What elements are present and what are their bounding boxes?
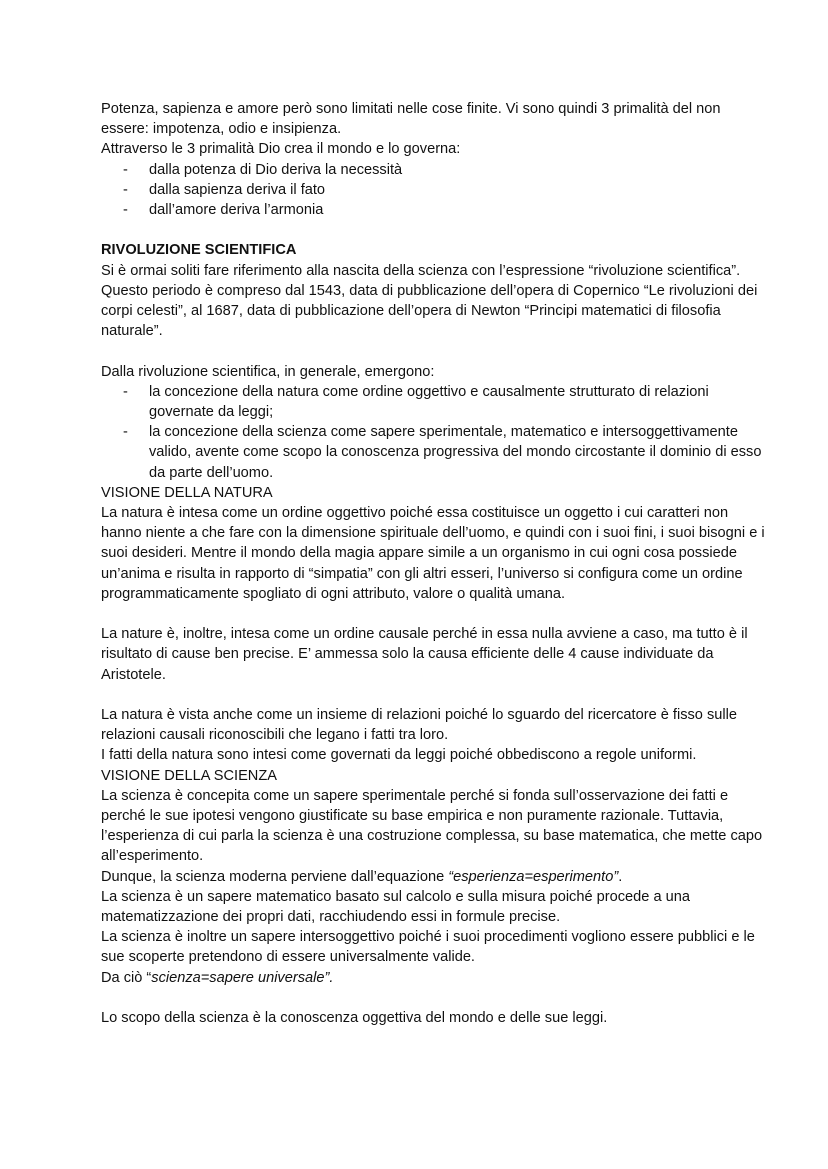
paragraph: La scienza è concepita come un sapere sperimentale perché si fonda sull’osservazione dei fatti e perché le sue ipotesi vengono giustificate su base empirica e non puramente razionale. Tuttavia, l’esperienza di cui parla la scienza è una costruzione complessa, su base matematica, che mette capo all’esperimento.: [101, 787, 763, 865]
paragraph: [101, 968, 768, 988]
text: Da ciò “: [101, 969, 152, 986]
section-heading-scienza: VISIONE DELLA SCIENZA: [101, 767, 277, 784]
text: .: [618, 868, 623, 885]
section-heading-rivoluzione: RIVOLUZIONE SCIENTIFICA: [101, 242, 297, 259]
section-heading-natura: VISIONE DELLA NATURA: [101, 484, 273, 501]
equation-text: “esperienza=esperimento”: [448, 868, 619, 885]
paragraph: La scienza è inoltre un sapere intersoggettivo poiché i suoi procedimenti vogliono essere pubblici e le sue scoperte pretendono di essere universalmente valide.: [101, 929, 755, 966]
paragraph: La natura è vista anche come un insieme di relazioni poiché lo sguardo del ricercatore è fisso sulle relazioni causali riconoscibili che legano i fatti tra loro.: [101, 707, 737, 744]
paragraph: La scienza è un sapere matematico basato sul calcolo e sulla misura poiché procede a una matematizzazione dei propri dati, racchiudendo essi in formule precise.: [101, 888, 690, 926]
paragraph: La nature è, inoltre, intesa come un ordine causale perché in essa nulla avviene a caso, ma tutto è il risultato di cause ben precise. E’ ammessa solo la causa efficiente delle 4 cause individuate da Aristotele.: [101, 626, 748, 683]
paragraph: Dalla rivoluzione scientifica, in generale, emergono:: [101, 363, 435, 380]
list-item: - dalla sapienza deriva il fato: [101, 180, 768, 200]
emergono-list: [101, 382, 768, 483]
equation-text: scienza=sapere universale”.: [151, 969, 334, 986]
list-item: - la concezione della scienza come sapere sperimentale, matematico e intersoggettivamente valido, avente come scopo la conoscenza progressiva del mondo circostante il dominio di esso da parte dell’uomo.: [101, 422, 768, 483]
paragraph: Potenza, sapienza e amore però sono limitati nelle cose finite. Vi sono quindi 3 primalità del non essere: impotenza, odio e insipienza.: [101, 101, 721, 138]
list-item: - dalla potenza di Dio deriva la necessità: [101, 160, 768, 180]
text: Dunque, la scienza moderna perviene dall’equazione: [101, 868, 449, 885]
paragraph: Attraverso le 3 primalità Dio crea il mondo e lo governa:: [101, 141, 461, 158]
paragraph: Lo scopo della scienza è la conoscenza oggettiva del mondo e delle sue leggi.: [101, 1010, 608, 1027]
list-item: - dall’amore deriva l’armonia: [101, 200, 768, 220]
paragraph: Si è ormai soliti fare riferimento alla nascita della scienza con l’espressione “rivoluzione scientifica”. Questo periodo è compreso dal 1543, data di pubblicazione dell’opera di Copernico “Le rivoluzioni dei corpi celesti”, al 1687, data di pubblicazione dell’opera di Newton “Principi matematici di filosofia naturale”.: [101, 262, 758, 340]
paragraph: [101, 867, 768, 887]
paragraph: I fatti della natura sono intesi come governati da leggi poiché obbediscono a regole uniformi.: [101, 747, 697, 764]
paragraph: La natura è intesa come un ordine oggettivo poiché essa costituisce un oggetto i cui caratteri non hanno niente a che fare con la dimensione spirituale dell’uomo, e quindi con i suoi fini, i suoi bisogni e i suoi desideri. Mentre il mondo della magia appare simile a un organismo in cui ogni cosa possiede un’anima e risulta in rapporto di “simpatia” con gli altri esseri, l’universo si configura come un ordine programmaticamente spogliato di ogni attributo, valore o qualità umana.: [101, 505, 765, 602]
list-item: - la concezione della natura come ordine oggettivo e causalmente strutturato di relazioni governate da leggi;: [101, 382, 768, 422]
primalita-list: [101, 160, 768, 221]
